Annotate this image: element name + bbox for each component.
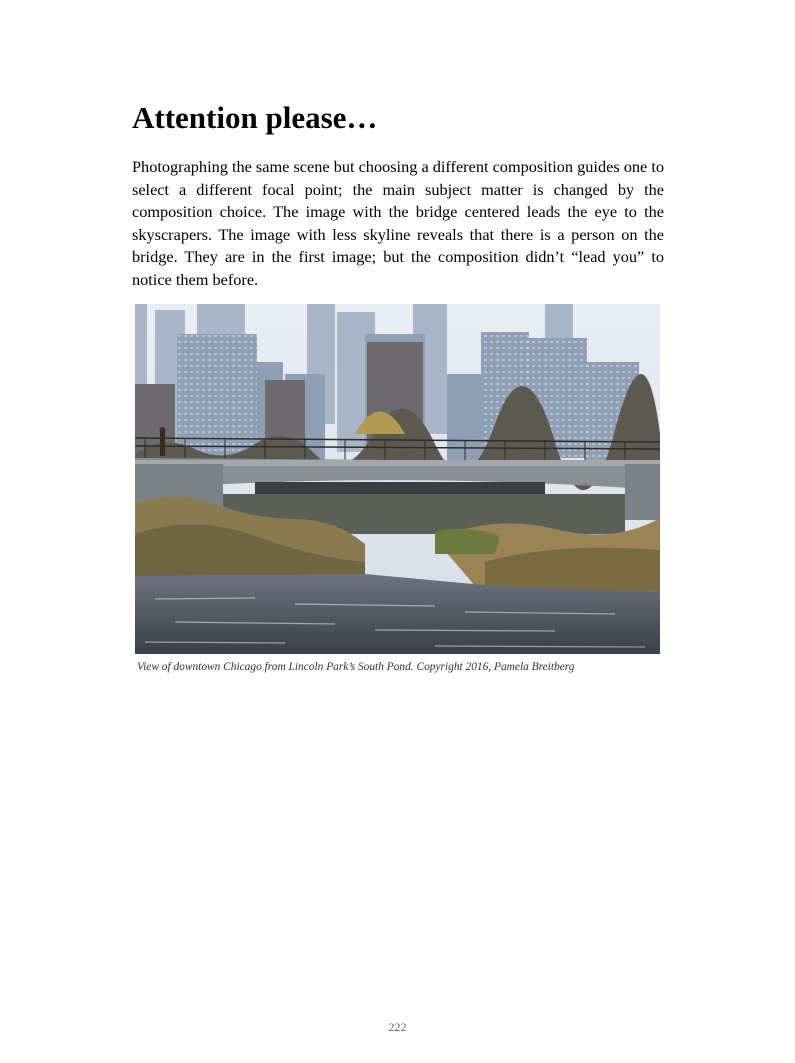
photo-caption: View of downtown Chicago from Lincoln Park’s South Pond. Copyright 2016, Pamela Breitberg [137,661,575,673]
skyline-photo [135,304,660,654]
page-number: 222 [388,1020,407,1034]
page-heading: Attention please… [132,100,378,135]
body-paragraph: Photographing the same scene but choosing a different composition guides one to select a different focal point; the main subject matter is changed by the composition choice. The image with the bridge centered leads the eye to the skyscrapers. The image with less skyline reveals that there is a person on the bridge. They are in the first image; but the composition didn’t “lead you” to notice them before. [132,157,664,289]
